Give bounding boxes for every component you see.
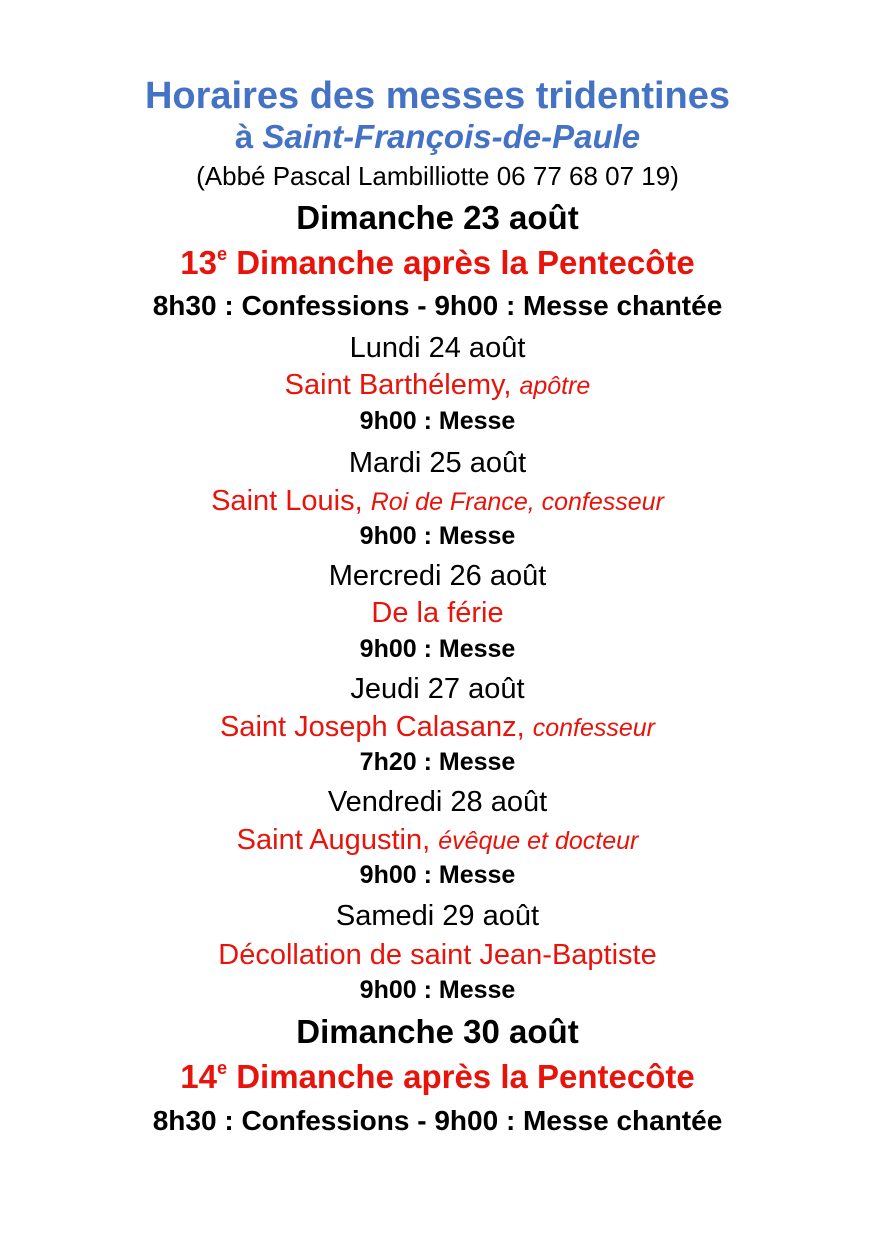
day-saint: Saint Louis, bbox=[211, 485, 371, 517]
sunday1-date: Dimanche 23 août bbox=[296, 199, 579, 236]
church-name: Saint-François-de-Paule bbox=[262, 118, 641, 155]
day-saint: De la férie bbox=[371, 597, 504, 629]
day-qualifier: apôtre bbox=[519, 372, 591, 400]
sunday1-feast-number: 13 bbox=[180, 244, 217, 281]
sunday1-feast-sup: e bbox=[216, 244, 228, 265]
day-feast bbox=[0, 826, 875, 855]
sunday2-feast-rest: Dimanche après la Pentecôte bbox=[227, 1058, 695, 1095]
sunday2-date: Dimanche 30 août bbox=[296, 1013, 579, 1050]
page-subtitle bbox=[0, 120, 875, 153]
day-saint: Saint Barthélemy, bbox=[284, 369, 520, 401]
day-time: 9h00 : Messe bbox=[359, 976, 516, 1004]
day-date: Mardi 25 août bbox=[348, 447, 527, 479]
sunday1-feast bbox=[0, 246, 875, 279]
sunday1-feast-rest: Dimanche après la Pentecôte bbox=[227, 244, 695, 281]
day-feast bbox=[0, 941, 875, 970]
day-qualifier: confesseur bbox=[532, 714, 656, 742]
day-time: 9h00 : Messe bbox=[359, 522, 516, 550]
day-time: 9h00 : Messe bbox=[359, 861, 516, 889]
day-saint: Saint Augustin, bbox=[236, 824, 439, 856]
day-feast bbox=[0, 487, 875, 516]
day-time: 9h00 : Messe bbox=[359, 407, 516, 435]
day-qualifier: Roi de France, confesseur bbox=[370, 488, 664, 516]
day-date: Lundi 24 août bbox=[349, 332, 526, 364]
day-saint: Saint Joseph Calasanz, bbox=[219, 711, 533, 743]
day-qualifier: évêque et docteur bbox=[438, 827, 639, 855]
day-feast bbox=[0, 713, 875, 742]
day-date: Mercredi 26 août bbox=[328, 560, 547, 592]
sunday2-feast bbox=[0, 1060, 875, 1093]
sunday2-feast-number: 14 bbox=[180, 1058, 217, 1095]
day-date: Jeudi 27 août bbox=[350, 673, 525, 705]
day-feast bbox=[0, 599, 875, 628]
day-feast bbox=[0, 371, 875, 400]
contact-line: (Abbé Pascal Lambilliotte 06 77 68 07 19) bbox=[196, 161, 679, 191]
day-time: 7h20 : Messe bbox=[359, 748, 516, 776]
subtitle-prefix: à bbox=[234, 118, 263, 155]
day-date: Vendredi 28 août bbox=[327, 786, 548, 818]
day-time: 9h00 : Messe bbox=[359, 635, 516, 663]
day-saint: Décollation de saint Jean-Baptiste bbox=[218, 939, 657, 971]
sunday2-schedule: 8h30 : Confessions - 9h00 : Messe chantée bbox=[152, 1105, 723, 1136]
sunday2-feast-sup: e bbox=[216, 1058, 228, 1079]
day-date: Samedi 29 août bbox=[335, 900, 540, 932]
page-title: Horaires des messes tridentines bbox=[144, 75, 731, 117]
sunday1-schedule: 8h30 : Confessions - 9h00 : Messe chantée bbox=[152, 290, 723, 321]
